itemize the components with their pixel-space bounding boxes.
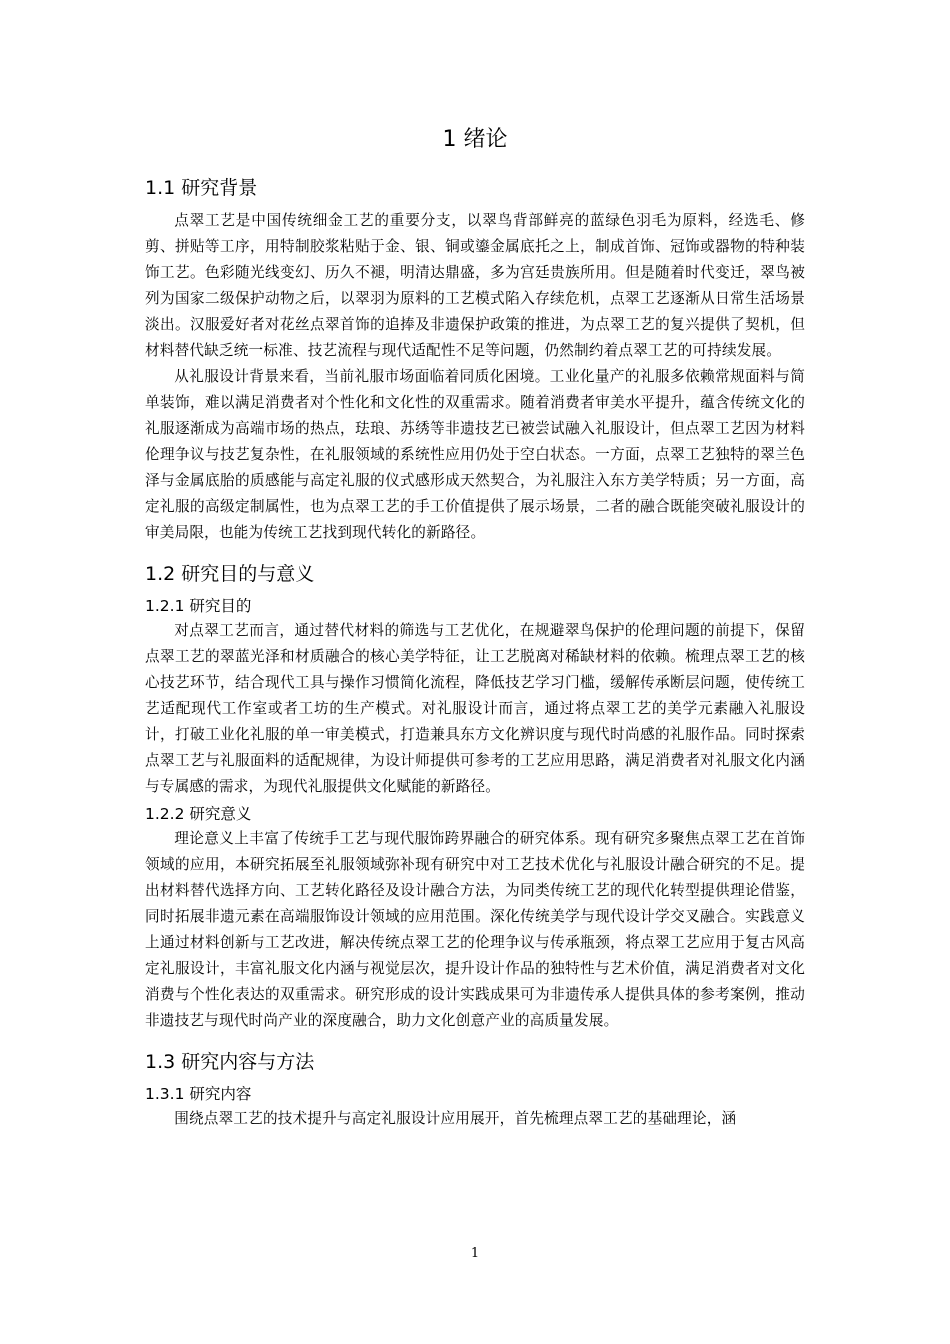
section-heading-1-1: 1.1 研究背景 xyxy=(145,177,258,199)
paragraph: 从礼服设计背景来看，当前礼服市场面临着同质化困境。工业化量产的礼服多依赖常规面料与简单装饰，难以满足消费者对个性化和文化性的双重需求。随着消费者审美水平提升，蕴含传统文化的礼服逐渐成为高端市场的热点，珐琅、苏绣等非遗技艺已被尝试融入礼服设计，但点翠工艺因为材料伦理争议与技艺复杂性，在礼服领域的系统性应用仍处于空白状态。一方面，点翠工艺独特的翠兰色泽与金属底胎的质感能与高定礼服的仪式感形成天然契合，为礼服注入东方美学特质；另一方面，高定礼服的高级定制属性，也为点翠工艺的手工价值提供了展示场景，二者的融合既能突破礼服设计的审美局限，也能为传统工艺找到现代转化的新路径。 xyxy=(145,368,805,541)
paragraph: 点翠工艺是中国传统细金工艺的重要分支，以翠鸟背部鲜亮的蓝绿色羽毛为原料，经选毛、修剪、拼贴等工序，用特制胶浆粘贴于金、银、铜或鎏金属底托之上，制成首饰、冠饰或器物的特种装饰工艺。色彩随光线变幻、历久不褪，明清达鼎盛，多为宫廷贵族所用。但是随着时代变迁，翠鸟被列为国家二级保护动物之后，以翠羽为原料的工艺模式陷入存续危机，点翠工艺逐渐从日常生活场景淡出。汉服爱好者对花丝点翠首饰的追捧及非遗保护政策的推进，为点翠工艺的复兴提供了契机，但材料替代缺乏统一标准、技艺流程与现代适配性不足等问题，仍然制约着点翠工艺的可持续发展。 xyxy=(145,212,805,359)
paragraph: 围绕点翠工艺的技术提升与高定礼服设计应用展开，首先梳理点翠工艺的基础理论，涵 xyxy=(174,1110,737,1127)
section-heading-1-3: 1.3 研究内容与方法 xyxy=(145,1051,315,1073)
page-body xyxy=(145,124,805,1132)
section-heading-1-2: 1.2 研究目的与意义 xyxy=(145,563,315,585)
paragraph: 对点翠工艺而言，通过替代材料的筛选与工艺优化，在规避翠鸟保护的伦理问题的前提下，保留点翠工艺的翠蓝光泽和材质融合的核心美学特征，让工艺脱离对稀缺材料的依赖。梳理点翠工艺的核心技艺环节，结合现代工具与操作习惯简化流程，降低技艺学习门槛，缓解传承断层问题，使传统工艺适配现代工作室或者工坊的生产模式。对礼服设计而言，通过将点翠工艺的美学元素融入礼服设计，打破工业化礼服的单一审美模式，打造兼具东方文化辨识度与现代时尚感的礼服作品。同时探索点翠工艺与礼服面料的适配规律，为设计师提供可参考的工艺应用思路，满足消费者对礼服文化内涵与专属感的需求，为现代礼服提供文化赋能的新路径。 xyxy=(145,622,805,795)
subsection-heading-1-2-1: 1.2.1 研究目的 xyxy=(145,597,252,615)
subsection-heading-1-3-1: 1.3.1 研究内容 xyxy=(145,1085,252,1103)
subsection-heading-1-2-2: 1.2.2 研究意义 xyxy=(145,805,252,823)
paragraph: 理论意义上丰富了传统手工艺与现代服饰跨界融合的研究体系。现有研究多聚焦点翠工艺在首饰领域的应用，本研究拓展至礼服领域弥补现有研究中对工艺技术优化与礼服设计融合研究的不足。提出材料替代选择方向、工艺转化路径及设计融合方法，为同类传统工艺的现代化转型提供理论借鉴，同时拓展非遗元素在高端服饰设计领域的应用范围。深化传统美学与现代设计学交叉融合。实践意义上通过材料创新与工艺改进，解决传统点翠工艺的伦理争议与传承瓶颈，将点翠工艺应用于复古风高定礼服设计，丰富礼服文化内涵与视觉层次，提升设计作品的独特性与艺术价值，满足消费者对文化消费与个性化表达的双重需求。研究形成的设计实践成果可为非遗传承人提供具体的参考案例，推动非遗技艺与现代时尚产业的深度融合，助力文化创意产业的高质量发展。 xyxy=(145,830,805,1029)
chapter-title: 1 绪论 xyxy=(442,127,508,152)
page-number: 1 xyxy=(470,1246,480,1261)
